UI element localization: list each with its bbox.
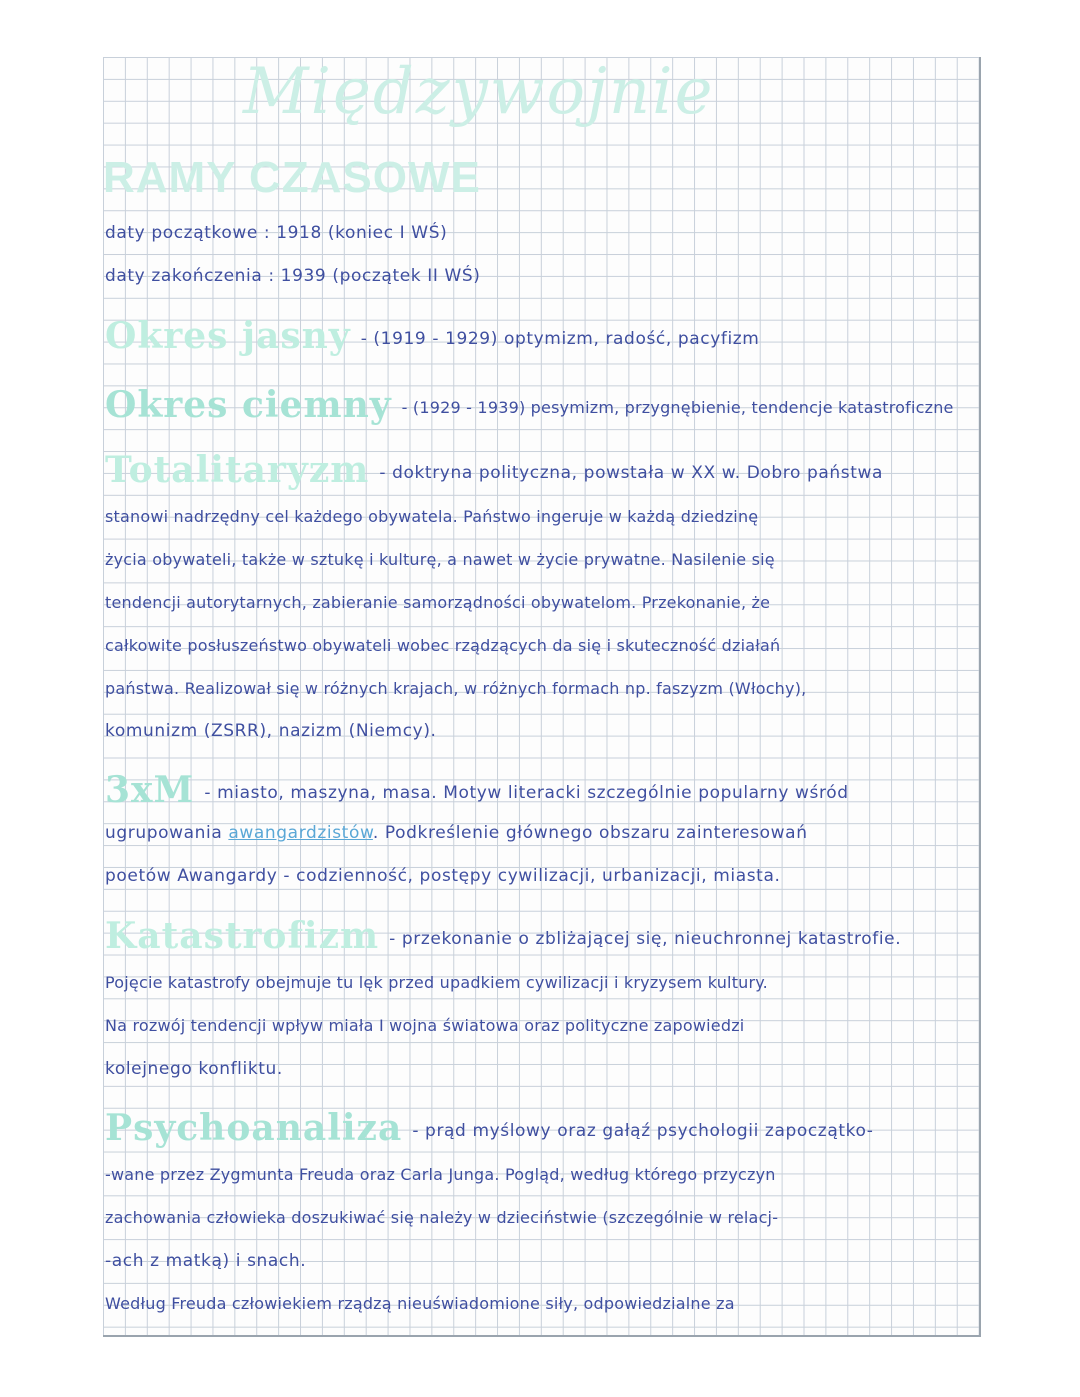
- page-title: Międzywojnie: [243, 57, 715, 129]
- psychoanaliza-line: -wane przez Zygmunta Freuda oraz Carla Junga. Pogląd, według którego przyczyn: [105, 1165, 776, 1184]
- katastrofizm-line: kolejnego konfliktu.: [105, 1059, 283, 1079]
- section-totalitaryzm: [105, 449, 977, 491]
- section-jasny: [105, 315, 977, 357]
- 3xm-line-3: poetów Awangardy - codzienność, postępy cywilizacji, urbanizacji, miasta.: [105, 866, 781, 886]
- 3xm-text: . Podkreślenie głównego obszaru zainteresowań: [372, 823, 808, 843]
- 3xm-line: - miasto, maszyna, masa. Motyw literacki szczególnie popularny wśród: [204, 783, 849, 803]
- heading-okres-jasny: Okres jasny: [105, 315, 351, 357]
- 3xm-text: ugrupowania: [105, 823, 229, 843]
- psychoanaliza-line: Według Freuda człowiekiem rządzą nieuświadomione siły, odpowiedzialne za: [105, 1294, 735, 1313]
- totalitaryzm-line: - doktryna polityczna, powstała w XX w. Dobro państwa: [379, 463, 884, 483]
- katastrofizm-line: Pojęcie katastrofy obejmuje tu lęk przed upadkiem cywilizacji i kryzysem kultury.: [105, 973, 768, 992]
- page-subtitle: RAMY CZASOWE: [103, 153, 481, 202]
- heading-psychoanaliza: Psychoanaliza: [105, 1107, 403, 1149]
- notebook-page: [103, 57, 981, 1337]
- katastrofizm-line: Na rozwój tendencji wpływ miała I wojna światowa oraz polityczne zapowiedzi: [105, 1016, 745, 1035]
- 3xm-line-2: [105, 823, 977, 843]
- section-psychoanaliza: [105, 1107, 977, 1149]
- totalitaryzm-line: tendencji autorytarnych, zabieranie samorządności obywatelom. Przekonanie, że: [105, 593, 771, 612]
- end-dates: daty zakończenia : 1939 (początek II WŚ): [105, 266, 481, 286]
- section-ciemny: [105, 384, 977, 426]
- katastrofizm-line: - przekonanie o zbliżającej się, nieuchronnej katastrofie.: [389, 929, 902, 949]
- psychoanaliza-line: zachowania człowieka doszukiwać się należy w dzieciństwie (szczególnie w relacj-: [105, 1208, 779, 1227]
- totalitaryzm-line: stanowi nadrzędny cel każdego obywatela. Państwo ingeruje w każdą dziedzinę: [105, 507, 759, 526]
- awangardzistow-underlined: awangardzistów: [228, 823, 373, 843]
- totalitaryzm-line: całkowite posłuszeństwo obywateli wobec rządzących da się i skuteczność działań: [105, 636, 781, 655]
- heading-totalitaryzm: Totalitaryzm: [105, 449, 370, 491]
- heading-okres-ciemny: Okres ciemny: [105, 384, 392, 426]
- heading-katastrofizm: Katastrofizm: [105, 915, 380, 957]
- heading-3xm: 3xM: [105, 769, 195, 811]
- section-3xm: [105, 769, 977, 811]
- totalitaryzm-line: komunizm (ZSRR), nazizm (Niemcy).: [105, 721, 437, 741]
- psychoanaliza-line: -ach z matką) i snach.: [105, 1251, 307, 1271]
- section-katastrofizm: [105, 915, 977, 957]
- okres-jasny-text: - (1919 - 1929) optymizm, radość, pacyfizm: [360, 329, 760, 349]
- totalitaryzm-line: państwa. Realizował się w różnych krajach, w różnych formach np. faszyzm (Włochy),: [105, 679, 807, 698]
- totalitaryzm-line: życia obywateli, także w sztukę i kulturę, a nawet w życie prywatne. Nasilenie się: [105, 550, 775, 569]
- okres-ciemny-text: - (1929 - 1939) pesymizm, przygnębienie, tendencje katastroficzne: [401, 398, 954, 417]
- psychoanaliza-line: - prąd myślowy oraz gałąź psychologii zapoczątko-: [412, 1121, 874, 1141]
- start-dates: daty początkowe : 1918 (koniec I WŚ): [105, 223, 448, 243]
